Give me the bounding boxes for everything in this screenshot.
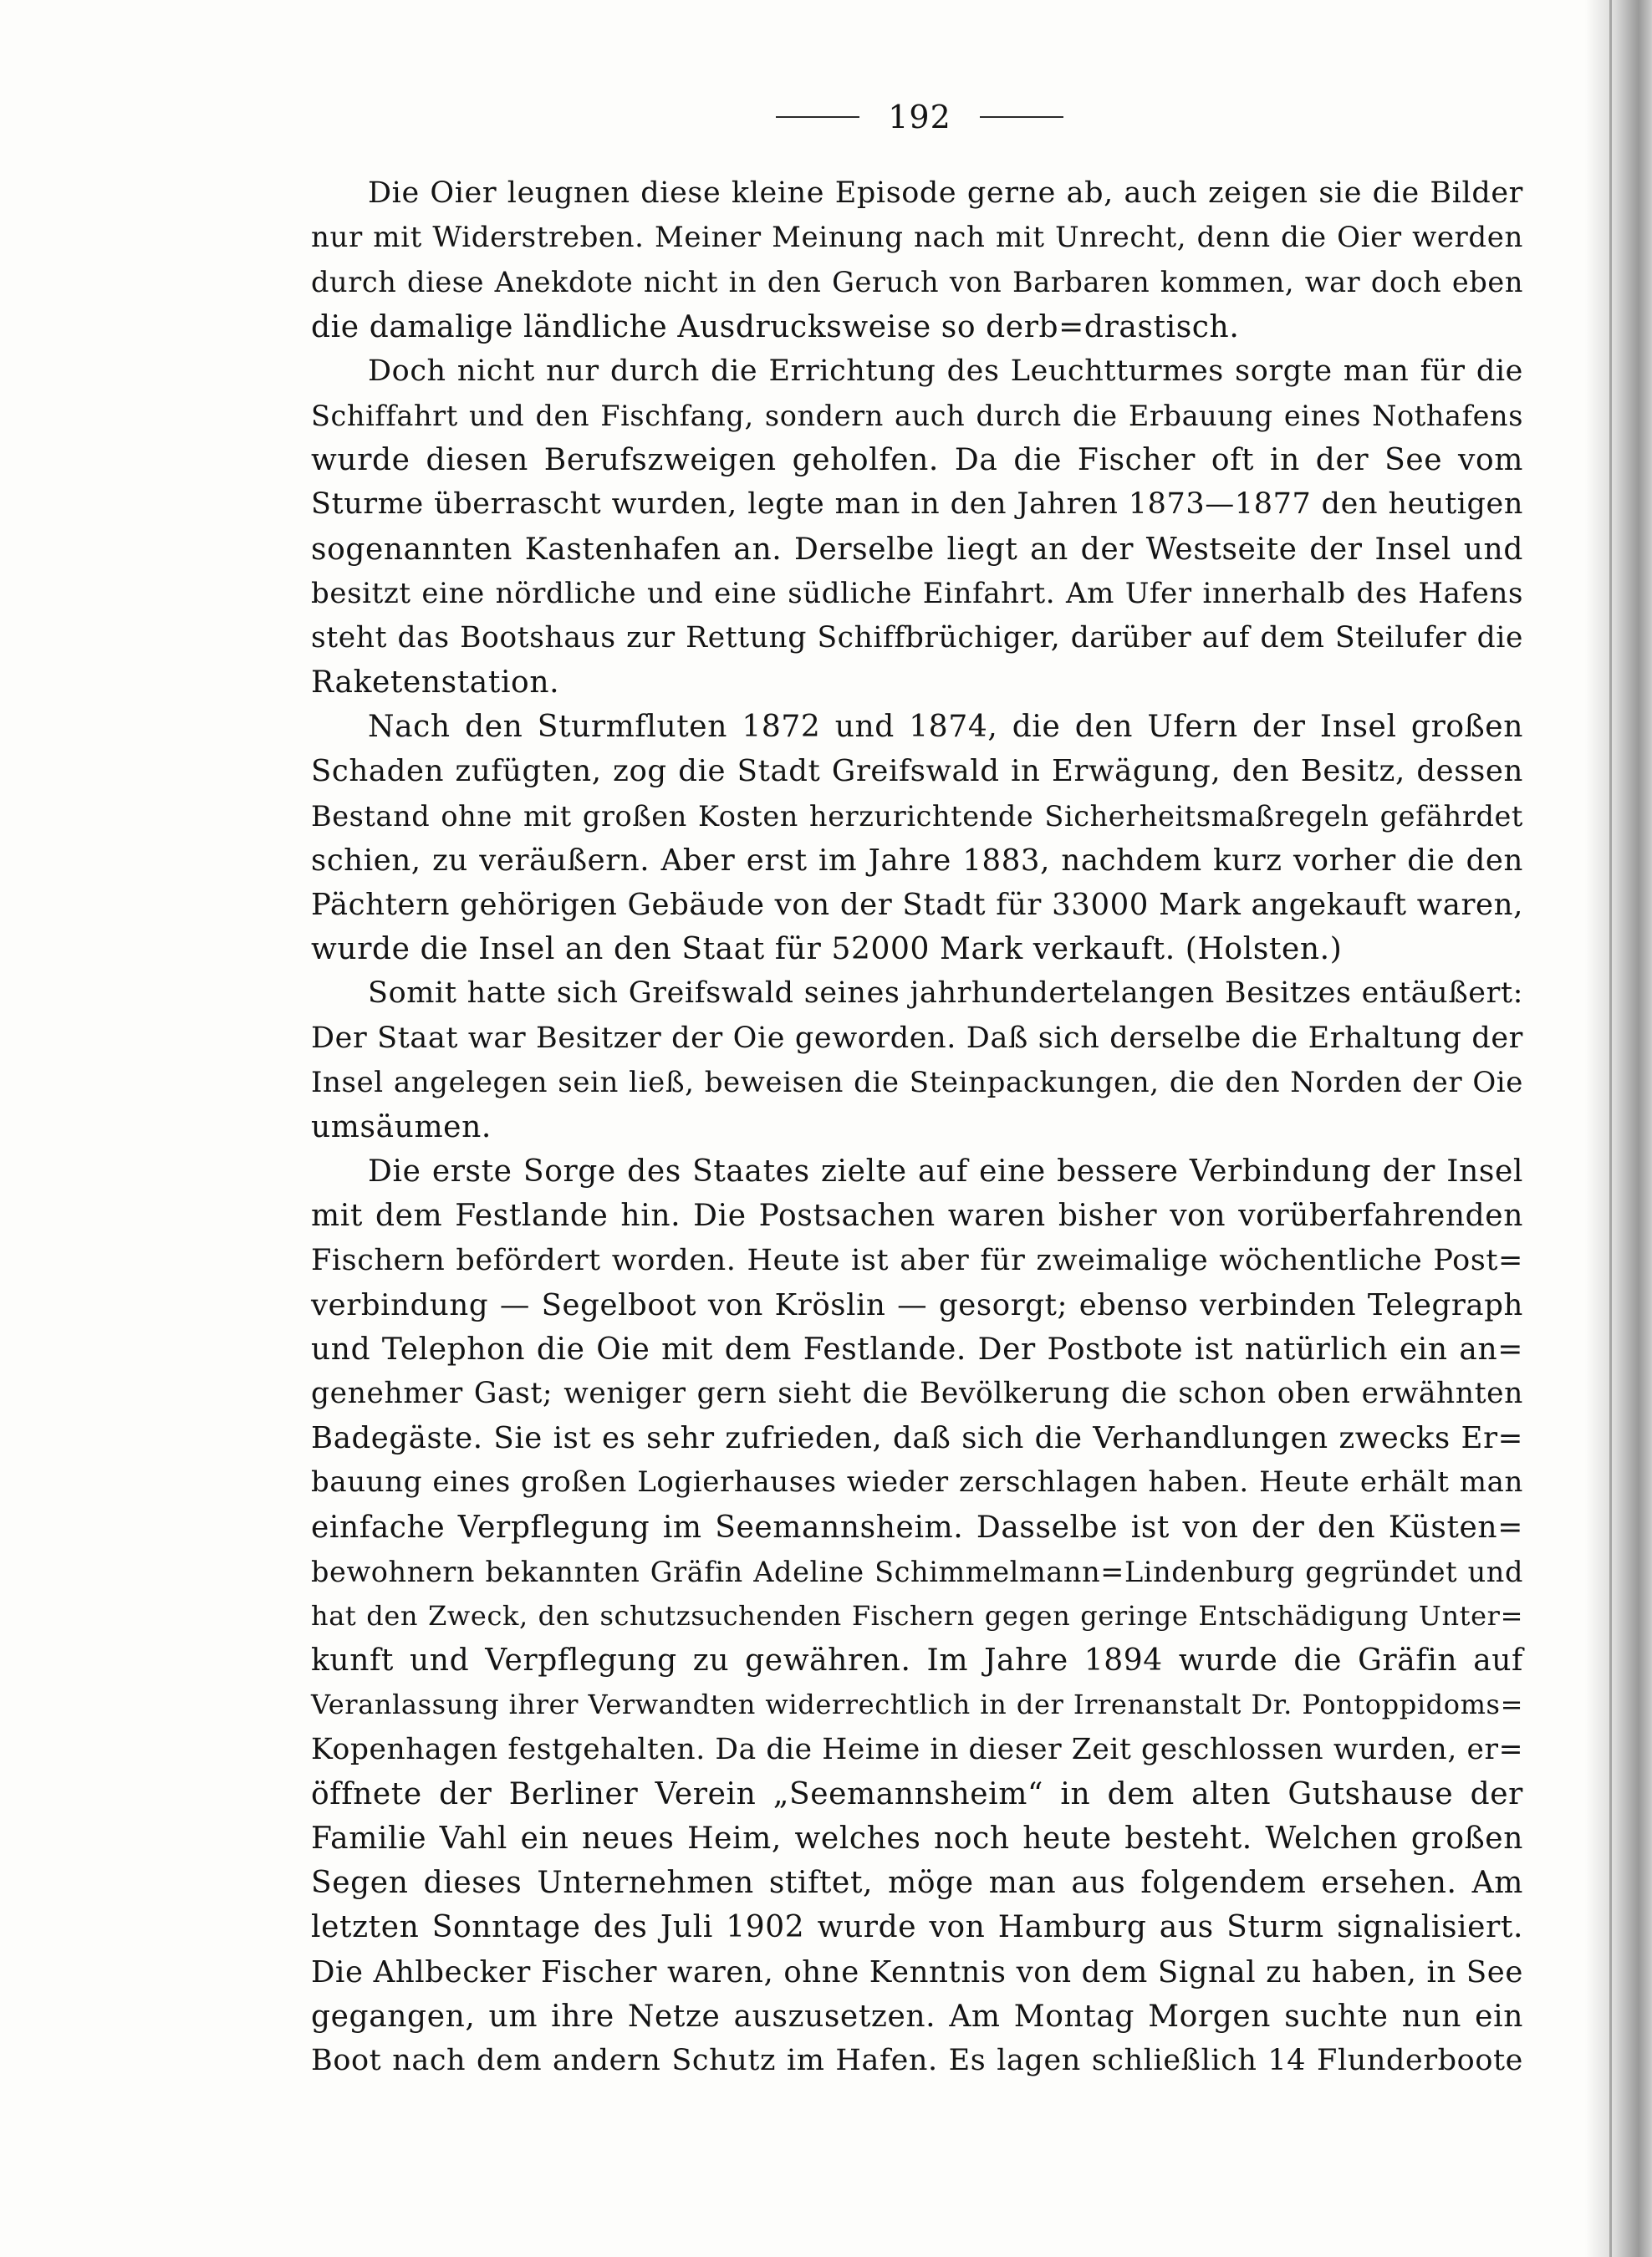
page-fold-line [1609,0,1612,2257]
text-line: Fischern befördert worden. Heute ist aber für zweimalige wöchentliche Post= [311,1243,1523,1277]
page-header [769,92,1070,142]
header-rule-right [980,116,1063,118]
text-line: die damalige ländliche Ausdrucksweise so derb=drastisch. [311,309,1240,344]
text-line: öffnete der Berliner Verein „Seemannsheim“ in dem alten Gutshause der [311,1776,1523,1811]
text-line: letzten Sonntage des Juli 1902 wurde von Hamburg aus Sturm signalisiert. [311,1910,1523,1945]
text-line: bauung eines großen Logierhauses wieder zerschlagen haben. Heute erhält man [311,1465,1523,1500]
text-line: Doch nicht nur durch die Errichtung des Leuchtturmes sorgte man für die [368,354,1523,388]
text-line: Pächtern gehörigen Gebäude von der Stadt für 33000 Mark angekauft waren, [311,888,1523,922]
header-rule-left [776,116,859,118]
text-line: Die Ahlbecker Fischer waren, ohne Kenntnis von dem Signal zu haben, in See [311,1954,1523,1990]
text-line: wurde die Insel an den Staat für 52000 Mark verkauft. (Holsten.) [311,932,1343,967]
text-line: sogenannten Kastenhafen an. Derselbe liegt an der Westseite der Insel und [311,532,1523,567]
text-line: Raketenstation. [311,665,560,701]
text-line: Somit hatte sich Greifswald seines jahrhundertelangen Besitzes entäußert: [368,976,1523,1011]
text-line: genehmer Gast; weniger gern sieht die Bevölkerung die schon oben erwähnten [311,1377,1523,1411]
text-line: besitzt eine nördliche und eine südliche Einfahrt. Am Ufer innerhalb des Hafens [311,576,1523,610]
text-line: Segen dieses Unternehmen stiftet, möge man aus folgendem ersehen. Am [311,1866,1523,1901]
text-line: Die Oier leugnen diese kleine Episode gerne ab, auch zeigen sie die Bilder [368,176,1523,210]
text-line: Badegäste. Sie ist es sehr zufrieden, daß sich die Verhandlungen zwecks Er= [311,1421,1523,1456]
text-line: mit dem Festlande hin. Die Postsachen waren bisher von vorüberfahrenden [311,1199,1523,1234]
text-line: Schiffahrt und den Fischfang, sondern auch durch die Erbauung eines Nothafens [311,399,1523,432]
text-line: Familie Vahl ein neues Heim, welches noch heute besteht. Welchen großen [311,1821,1523,1856]
text-line: steht das Bootshaus zur Rettung Schiffbrüchiger, darüber auf dem Steilufer die [311,620,1523,655]
text-line: Schaden zufügten, zog die Stadt Greifswald in Erwägung, den Besitz, dessen [311,754,1523,789]
text-line: durch diese Anekdote nicht in den Geruch von Barbaren kommen, war doch eben [311,266,1523,299]
text-line: Nach den Sturmfluten 1872 und 1874, die den Ufern der Insel großen [368,710,1523,745]
body-text [311,171,1523,2083]
text-line: kunft und Verpflegung zu gewähren. Im Jahre 1894 wurde die Gräfin auf [311,1643,1523,1679]
text-line: Die erste Sorge des Staates zielte auf eine bessere Verbindung der Insel [368,1154,1523,1190]
text-line: hat den Zweck, den schutzsuchenden Fischern gegen geringe Entschädigung Unter= [311,1600,1523,1632]
text-line: gegangen, um ihre Netze auszusetzen. Am Montag Morgen suchte nun ein [311,1999,1523,2034]
text-line: wurde diesen Berufszweigen geholfen. Da die Fischer oft in der See vom [311,443,1523,478]
text-line: umsäumen. [311,1109,492,1144]
text-line: bewohnern bekannten Gräfin Adeline Schimmelmann=Lindenburg gegründet und [311,1555,1523,1588]
text-line: nur mit Widerstreben. Meiner Meinung nach mit Unrecht, denn die Oier werden [311,221,1523,255]
text-line: Der Staat war Besitzer der Oie geworden. Daß sich derselbe die Erhaltung der [311,1021,1523,1055]
page-edge-shadow [1585,0,1652,2257]
text-line: Sturme überrascht wurden, legte man in den Jahren 1873—1877 den heutigen [311,487,1523,522]
text-line: schien, zu veräußern. Aber erst im Jahre 1883, nachdem kurz vorher die den [311,843,1523,878]
text-line: einfache Verpflegung im Seemannsheim. Dasselbe ist von der den Küsten= [311,1510,1523,1545]
text-line: und Telephon die Oie mit dem Festlande. Der Postbote ist natürlich ein an= [311,1332,1523,1367]
text-line: Boot nach dem andern Schutz im Hafen. Es lagen schließlich 14 Flunderboote [311,2043,1523,2077]
text-line: Insel angelegen sein ließ, beweisen die Steinpackungen, die den Norden der Oie [311,1065,1523,1099]
text-line: Kopenhagen festgehalten. Da die Heime in dieser Zeit geschlossen wurden, er= [311,1732,1524,1766]
text-line: verbindung — Segelboot von Kröslin — gesorgt; ebenso verbinden Telegraph [311,1287,1523,1322]
text-line: Bestand ohne mit großen Kosten herzurichtende Sicherheitsmaßregeln gefährdet [311,799,1523,833]
page-number: 192 [888,99,951,135]
text-line: Veranlassung ihrer Verwandten widerrechtlich in der Irrenanstalt Dr. Pontoppidoms= [311,1689,1523,1721]
